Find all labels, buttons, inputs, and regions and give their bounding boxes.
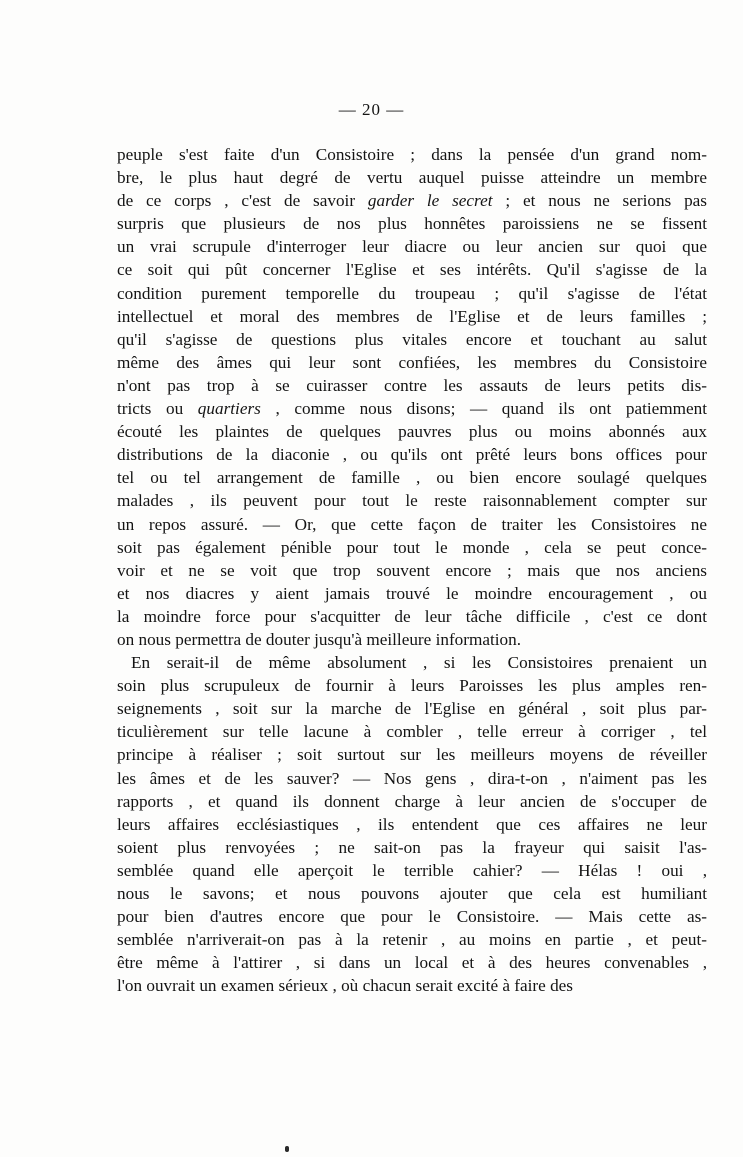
text-line bbox=[117, 582, 707, 605]
text-run: pour bien d'autres encore que pour le Consistoire. — Mais cette as- bbox=[117, 907, 707, 927]
text-run: semblée n'arriverait-on pas à la retenir , au moins en partie , et peut- bbox=[117, 930, 707, 950]
text-run: ticulièrement sur telle lacune à combler , telle erreur à corriger , tel bbox=[117, 722, 707, 742]
text-line bbox=[117, 813, 707, 836]
text-line bbox=[117, 282, 707, 305]
italic-term: quartiers bbox=[197, 399, 261, 419]
text-line bbox=[117, 743, 707, 766]
text-run: être même à l'attirer , si dans un local et à des heures convenables , bbox=[117, 953, 707, 973]
text-line bbox=[117, 166, 707, 189]
text-run: distributions de la diaconie , ou qu'ils ont prêté leurs bons offices pour bbox=[117, 445, 707, 465]
body-text bbox=[117, 143, 707, 997]
text-run: soient plus renvoyées ; ne sait-on pas la frayeur qui saisit l'as- bbox=[117, 837, 707, 857]
text-line bbox=[117, 697, 707, 720]
text-line bbox=[117, 397, 707, 420]
text-run: qu'il s'agisse de questions plus vitales encore et touchant au salut bbox=[117, 329, 707, 349]
text-run: ce soit qui pût concerner l'Eglise et ses intérêts. Qu'il s'agisse de la bbox=[117, 260, 707, 280]
text-line bbox=[117, 859, 707, 882]
ink-speck bbox=[285, 1146, 289, 1152]
text-run: nous le savons; et nous pouvons ajouter que cela est humiliant bbox=[117, 884, 707, 903]
text-line bbox=[117, 928, 707, 951]
text-run: En serait-il de même absolument , si les Consistoires prenaient un bbox=[131, 653, 707, 673]
text-line bbox=[117, 905, 707, 928]
text-line bbox=[117, 235, 707, 258]
text-run: semblée quand elle aperçoit le terrible cahier? — Hélas ! oui , bbox=[117, 860, 707, 880]
text-run: intellectuel et moral des membres de l'Eglise et de leurs familles ; bbox=[117, 306, 707, 326]
text-line bbox=[117, 974, 707, 997]
text-line bbox=[117, 420, 707, 443]
text-run: voir et ne se voit que trop souvent encore ; mais que nos anciens bbox=[117, 560, 707, 580]
text-run: peuple s'est faite d'un Consistoire ; dans la pensée d'un grand nom- bbox=[117, 145, 707, 164]
text-run: l'on ouvrait un examen sérieux , où chacun serait excité à faire des bbox=[117, 976, 573, 996]
text-run: même des âmes qui leur sont confiées, les membres du Consistoire bbox=[117, 352, 707, 372]
text-run: la moindre force pour s'acquitter de leur tâche difficile , c'est ce dont bbox=[117, 606, 707, 626]
text-run: et nos diacres y aient jamais trouvé le moindre encouragement , ou bbox=[117, 583, 707, 603]
text-run: soin plus scrupuleux de fournir à leurs Paroisses les plus amples ren- bbox=[117, 676, 707, 696]
text-line bbox=[117, 258, 707, 281]
text-line bbox=[117, 374, 707, 397]
text-line bbox=[117, 559, 707, 582]
text-line bbox=[117, 651, 707, 674]
text-line bbox=[117, 605, 707, 628]
text-line bbox=[117, 836, 707, 859]
text-run: principe à réaliser ; soit surtout sur les meilleurs moyens de réveiller bbox=[117, 745, 707, 765]
text-run: on nous permettra de douter jusqu'à meilleure information. bbox=[117, 629, 522, 649]
text-run: malades , ils peuvent pour tout le reste raisonnablement compter sur bbox=[117, 491, 707, 511]
text-run: tricts ou bbox=[117, 399, 198, 419]
text-line bbox=[117, 536, 707, 559]
text-line bbox=[117, 674, 707, 697]
italic-term: garder le secret bbox=[367, 191, 493, 211]
text-line bbox=[117, 628, 707, 651]
text-line bbox=[117, 305, 707, 328]
text-line bbox=[117, 328, 707, 351]
text-line bbox=[117, 767, 707, 790]
text-run: de ce corps , c'est de savoir bbox=[117, 191, 368, 211]
text-run: soit pas également pénible pour tout le monde , cela se peut conce- bbox=[117, 537, 707, 557]
text-run: les âmes et de les sauver? — Nos gens , dira-t-on , n'aiment pas les bbox=[117, 768, 707, 788]
text-line bbox=[117, 720, 707, 743]
text-run: condition purement temporelle du troupeau ; qu'il s'agisse de l'état bbox=[117, 283, 707, 303]
text-run: écouté les plaintes de quelques pauvres plus ou moins abonnés aux bbox=[117, 422, 707, 442]
text-run: surpris que plusieurs de nos plus honnêtes paroissiens ne se fissent bbox=[117, 214, 707, 234]
text-run: seignements , soit sur la marche de l'Eglise en général , soit plus par- bbox=[117, 699, 707, 719]
text-run: ; et nous ne serions pas bbox=[492, 191, 707, 211]
text-run: rapports , et quand ils donnent charge à leur ancien de s'occuper de bbox=[117, 791, 707, 811]
text-run: un vrai scrupule d'interroger leur diacre ou leur ancien sur quoi que bbox=[117, 237, 707, 257]
text-line bbox=[117, 790, 707, 813]
text-run: un repos assuré. — Or, que cette façon de traiter les Consistoires ne bbox=[117, 514, 707, 534]
text-line bbox=[117, 443, 707, 466]
text-line bbox=[117, 951, 707, 974]
text-run: n'ont pas trop à se cuirasser contre les assauts de leurs petits dis- bbox=[117, 375, 707, 395]
text-line bbox=[117, 143, 707, 166]
text-line bbox=[117, 351, 707, 374]
text-line bbox=[117, 466, 707, 489]
text-run: leurs affaires ecclésiastiques , ils entendent que ces affaires ne leur bbox=[117, 814, 707, 834]
text-line bbox=[117, 513, 707, 536]
text-run: bre, le plus haut degré de vertu auquel puisse atteindre un membre bbox=[117, 168, 707, 188]
text-line bbox=[117, 189, 707, 212]
text-run: tel ou tel arrangement de famille , ou bien encore soulagé quelques bbox=[117, 468, 707, 488]
text-line bbox=[117, 489, 707, 512]
page-number: — 20 — bbox=[338, 100, 405, 119]
text-line bbox=[117, 212, 707, 235]
text-line bbox=[117, 882, 707, 905]
text-run: , comme nous disons; — quand ils ont patiemment bbox=[260, 399, 707, 419]
